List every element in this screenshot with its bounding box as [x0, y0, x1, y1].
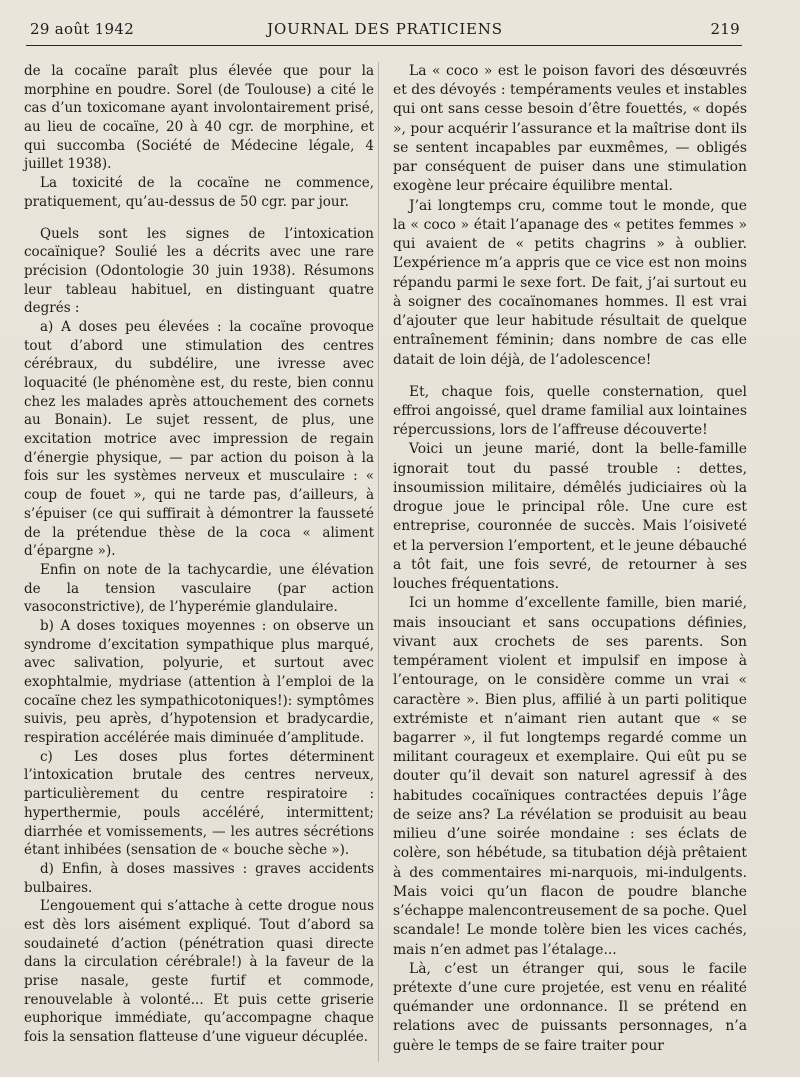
paragraph: d) Enfin, à doses massives : graves accidents bulbaires. — [24, 860, 374, 896]
paragraph: a) A doses peu élevées : la cocaïne provoque tout d’abord une stimulation des centres cérébraux, du subdélire, une ivresse avec loquacité (le phénomène est, du reste, bien connu chez les malades après attouchement des cornets au Bonain). Le sujet ressent, de plus, une excitation motrice avec impression de regain d’énergie physique, — par action du poison à la fois sur les systèmes nerveux et musculaire : « coup de fouet », qui ne tarde pas, d’ailleurs, à s’épuiser (ce qui suffirait à démontrer la fausseté de la prétendue thèse de la coca « aliment d’épargne »). — [24, 318, 374, 560]
paragraph: Et, chaque fois, quelle consternation, quel effroi angoissé, quel drame familial aux lointaines répercussions, lors de l’affreuse découverte! — [393, 383, 747, 439]
header-rule — [26, 45, 742, 46]
page-number: 219 — [710, 20, 740, 38]
paragraph: Ici un homme d’excellente famille, bien marié, mais insouciant et sans occupations définies, vivant aux crochets de ses parents. Son tempérament violent et impulsif en impose à l’entourage, on le considère comme un vrai « caractère ». Bien plus, affilié à un parti politique extrémiste et n’aimant rien autant que « se bagarrer », il fut longtemps regardé comme un militant courageux et exemplaire. Qui eût pu se douter qu’il devait son naturel agressif à des habitudes cocaïniques contractées depuis l’âge de seize ans? La révélation se produisit au beau milieu d’une soirée mondaine : ses éclats de colère, son hébétude, sa titubation déjà prêtaient à des commentaires mi-narquois, mi-indulgents. Mais voici qu’un flacon de poudre blanche s’échappe malencontreusement de sa poche. Quel scandale! Le monde tolère bien les vices cachés, mais n’en admet pas l’étalage... — [393, 595, 747, 958]
paragraph: J’ai longtemps cru, comme tout le monde, que la « coco » était l’apanage des « petites femmes » qui avaient de « petits chagrins » à oublier. L’expérience m’a appris que ce vice est non moins répandu parmi le sexe fort. De fait, j’ai surtout eu à soigner des cocaïnomanes hommes. Il est vrai d’ajouter que leur habitude résultait de quelque entraînement féminin; dans nombre de cas elle datait de loin déjà, de l’adolescence! — [393, 197, 747, 368]
running-header — [30, 20, 740, 42]
journal-title: JOURNAL DES PRATICIENS — [267, 20, 503, 38]
paragraph: b) A doses toxiques moyennes : on observe un syndrome d’excitation sympathique plus marqué, avec salivation, polyurie, et surtout avec exophtalmie, mydriase (attention à l’emploi de la cocaïne chez les sympathicotoniques!): symptômes suivis, peu après, d’hypotension et bradycardie, respiration accélérée mais diminuée d’amplitude. — [24, 617, 374, 747]
header-date: 29 août 1942 — [30, 20, 135, 38]
column-divider — [378, 62, 379, 1062]
paragraph: Quels sont les signes de l’intoxication cocaïnique? Soulié les a décrits avec une rare précision (Odontologie 30 juin 1938). Résumons leur tableau habituel, en distinguant quatre degrés : — [24, 225, 374, 317]
paragraph: Voici un jeune marié, dont la belle-famille ignorait tout du passé trouble : dettes, insoumission militaire, démêlés judiciaires où la drogue joue le principal rôle. Une cure est entreprise, couronnée de succès. Mais l’oisiveté et la perversion l’emportent, et le jeune débauché a tôt fait, une fois sevré, de retourner à ses louches fréquentations. — [393, 441, 747, 593]
paragraph: La « coco » est le poison favori des désœuvrés et des dévoyés : tempéraments veules et instables qui ont sans cesse besoin d’être fouettés, « dopés », pour acquérir l’assurance et la maîtrise dont ils se sentent incapables par euxmêmes, — obligés par conséquent de puiser dans une stimulation exogène leur précaire équilibre mental. — [393, 63, 747, 195]
paragraph: de la cocaïne paraît plus élevée que pour la morphine en poudre. Sorel (de Toulouse) a cité le cas d’un toxicomane ayant involontairement prisé, au lieu de cocaïne, 20 à 40 cgr. de morphine, et qui succomba (Société de Médecine légale, 4 juillet 1938). — [24, 63, 374, 173]
paragraph: Enfin on note de la tachycardie, une élévation de la tension vasculaire (par action vasoconstrictive), de l’hyperémie glandulaire. — [24, 561, 374, 616]
paragraph: La toxicité de la cocaïne ne commence, pratiquement, qu’au-dessus de 50 cgr. par jour. — [24, 175, 374, 210]
paragraph: c) Les doses plus fortes déterminent l’intoxication brutale des centres nerveux, particulièrement du centre respiratoire : hyperthermie, pouls accéléré, intermittent; diarrhée et vomissements, — les autres sécrétions étant inhibées (sensation de « bouche sèche »). — [24, 748, 374, 859]
paragraph: Là, c’est un étranger qui, sous le facile prétexte d’une cure projetée, est venu en réalité quémander une ordonnance. Il se prétend en relations avec de puissants personnages, n’a guère le temps de se faire traiter pour — [393, 960, 747, 1054]
left-column — [24, 62, 374, 1047]
paragraph: L’engouement qui s’attache à cette drogue nous est dès lors aisément expliqué. Tout d’abord sa soudaineté d’action (pénétration quasi directe dans la circulation cérébrale!) à la faveur de la prise nasale, geste furtif et commode, renouvelable à volonté... Et puis cette griserie euphorique immédiate, qu’accompagne chaque fois la sensation flatteuse d’une vigueur décuplée. — [24, 898, 374, 1046]
right-column — [393, 62, 747, 1056]
